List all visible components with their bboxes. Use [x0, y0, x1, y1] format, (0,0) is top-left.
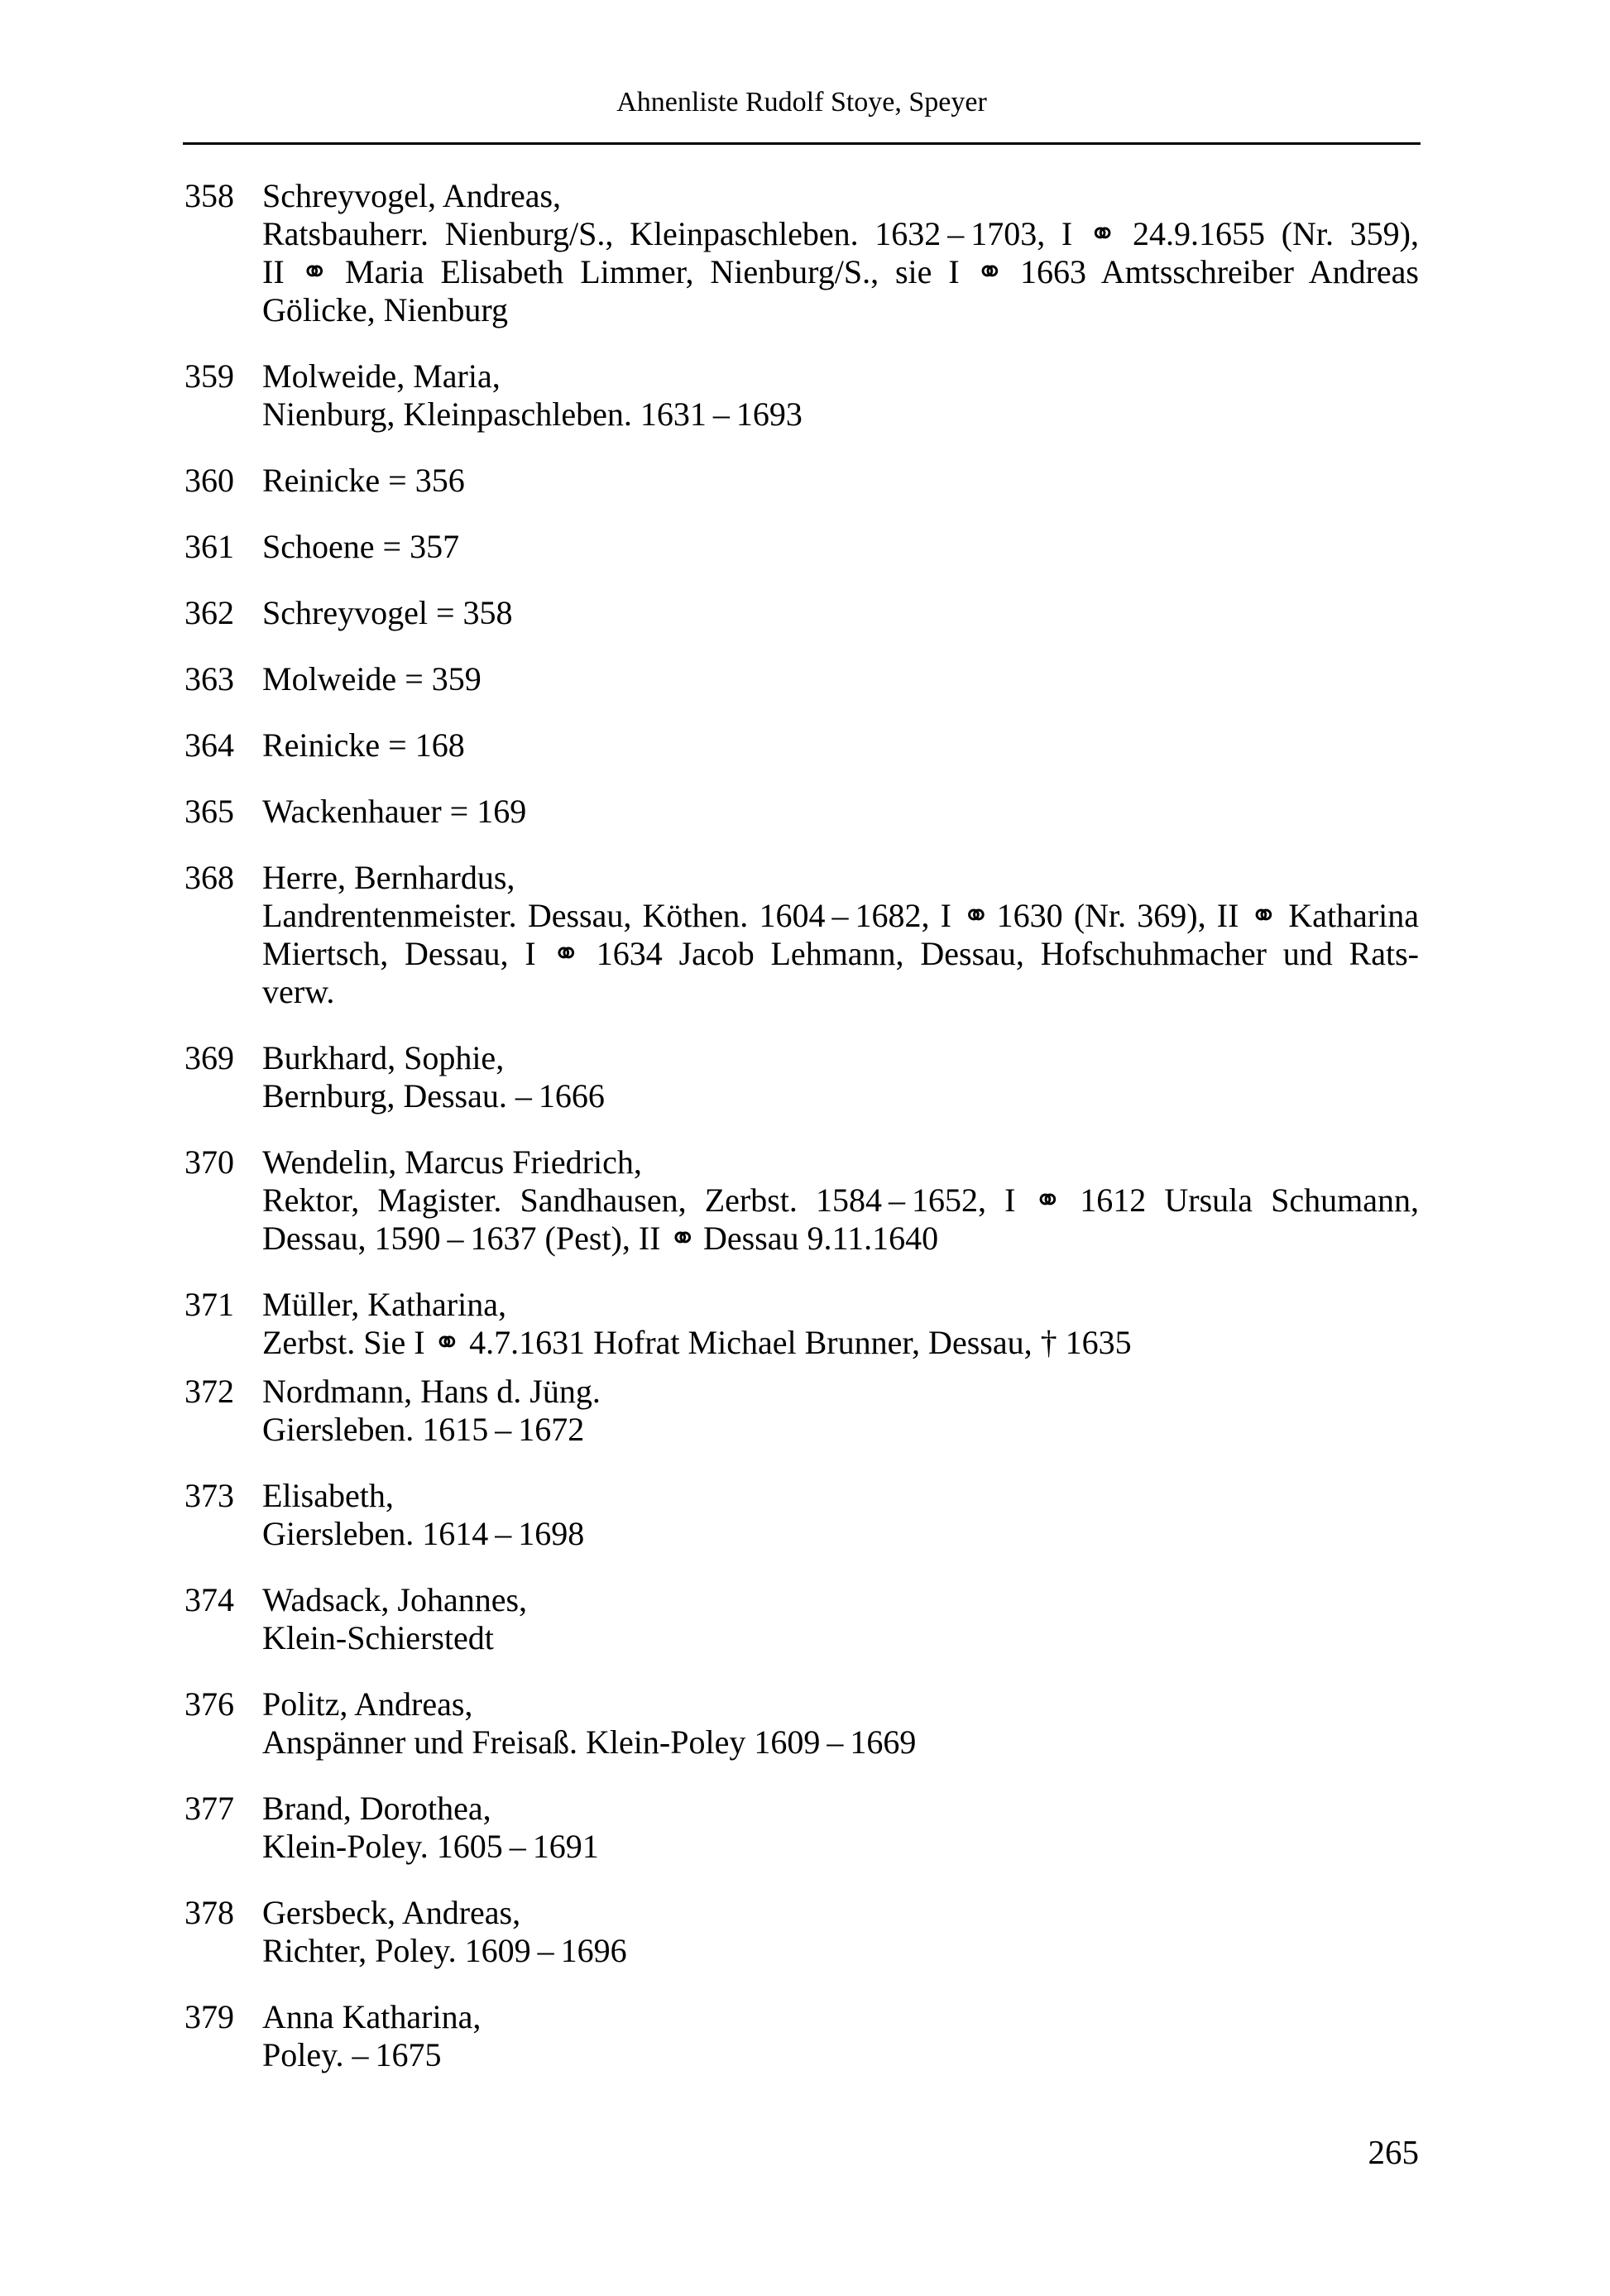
entry-name: Politz, Andreas, [262, 1685, 473, 1723]
entry-row [184, 594, 1419, 632]
entry-detail-line: Klein-Poley. 1605 – 1691 [262, 1828, 599, 1865]
entry-body [262, 1039, 1419, 1115]
entry-body [262, 1477, 1419, 1553]
entry-row [184, 1894, 1419, 1970]
entry-row [184, 660, 1419, 698]
entry-row [184, 726, 1419, 765]
entry-row [184, 1286, 1419, 1362]
entry-number: 372 [184, 1373, 234, 1410]
entry-name: Wackenhauer = 169 [262, 793, 527, 830]
entry-number: 362 [184, 594, 234, 631]
entry-body [262, 1581, 1419, 1657]
entry-body [262, 726, 1419, 765]
entry-body [262, 177, 1419, 329]
entry-row [184, 1790, 1419, 1866]
entry-detail-line: Rektor, Magister. Sandhausen, Zerbst. 1584 – 1652, I ⚭ 1612 Ursula Schumann, [262, 1182, 1419, 1219]
entry-number: 376 [184, 1685, 234, 1723]
entry-row [184, 859, 1419, 1011]
entry-name: Gersbeck, Andreas, [262, 1894, 521, 1931]
entry-name: Anna Katharina, [262, 1998, 482, 2035]
entry-number: 378 [184, 1894, 234, 1931]
entry-detail-line: Giersleben. 1615 – 1672 [262, 1411, 585, 1448]
entry-name: Reinicke = 168 [262, 726, 465, 764]
entry-body [262, 528, 1419, 566]
entry-detail-line: Dessau, 1590 – 1637 (Pest), II ⚭ Dessau 9.11.1640 [262, 1220, 939, 1257]
header-rule [183, 142, 1421, 145]
entry-row [184, 793, 1419, 831]
entry-number: 363 [184, 660, 234, 697]
entry-number: 364 [184, 726, 234, 764]
entry-name: Molweide = 359 [262, 660, 482, 697]
entry-row [184, 1143, 1419, 1258]
entry-name: Schoene = 357 [262, 528, 460, 565]
entry-detail-line: Bernburg, Dessau. – 1666 [262, 1077, 605, 1114]
entry-name: Brand, Dorothea, [262, 1790, 491, 1827]
entry-number: 358 [184, 177, 234, 214]
entry-body [262, 859, 1419, 1011]
entry-body [262, 1790, 1419, 1866]
entry-number: 368 [184, 859, 234, 896]
entry-detail-line: II ⚭ Maria Elisabeth Limmer, Nienburg/S., sie I ⚭ 1663 Amtsschreiber Andreas [262, 253, 1419, 290]
entry-number: 371 [184, 1286, 234, 1323]
entry-detail-line: Ratsbauherr. Nienburg/S., Kleinpaschleben. 1632 – 1703, I ⚭ 24.9.1655 (Nr. 359), [262, 215, 1419, 252]
entry-detail-line: verw. [262, 973, 335, 1010]
entry-body [262, 793, 1419, 831]
entry-name: Wendelin, Marcus Friedrich, [262, 1143, 642, 1181]
entry-name: Elisabeth, [262, 1477, 394, 1514]
entry-name: Reinicke = 356 [262, 462, 465, 499]
entry-body [262, 1143, 1419, 1258]
entry-body [262, 1685, 1419, 1762]
entry-name: Herre, Bernhardus, [262, 859, 515, 896]
entry-number: 379 [184, 1998, 234, 2035]
entry-body [262, 1998, 1419, 2074]
entry-body [262, 594, 1419, 632]
entry-name: Nordmann, Hans d. Jüng. [262, 1373, 601, 1410]
entry-body [262, 1894, 1419, 1970]
entry-detail-line: Miertsch, Dessau, I ⚭ 1634 Jacob Lehmann, Dessau, Hofschuhmacher und Rats- [262, 935, 1419, 972]
entry-row [184, 1685, 1419, 1762]
entry-name: Müller, Katharina, [262, 1286, 506, 1323]
entry-detail-line: Richter, Poley. 1609 – 1696 [262, 1932, 627, 1969]
entry-number: 365 [184, 793, 234, 830]
entry-number: 359 [184, 357, 234, 395]
entry-name: Schreyvogel, Andreas, [262, 177, 562, 214]
entry-row [184, 462, 1419, 500]
entry-number: 369 [184, 1039, 234, 1076]
entry-row [184, 357, 1419, 434]
entry-number: 377 [184, 1790, 234, 1827]
entry-row [184, 1039, 1419, 1115]
entry-number: 370 [184, 1143, 234, 1181]
entry-detail-line: Poley. – 1675 [262, 2036, 442, 2073]
entry-number: 360 [184, 462, 234, 499]
entry-detail-line: Nienburg, Kleinpaschleben. 1631 – 1693 [262, 395, 803, 433]
entry-number: 361 [184, 528, 234, 565]
entry-row [184, 1998, 1419, 2074]
entry-detail-line: Zerbst. Sie I ⚭ 4.7.1631 Hofrat Michael Brunner, Dessau, † 1635 [262, 1324, 1132, 1361]
entry-body [262, 660, 1419, 698]
entry-name: Schreyvogel = 358 [262, 594, 513, 631]
entry-detail-line: Klein-Schierstedt [262, 1619, 494, 1656]
entry-number: 373 [184, 1477, 234, 1514]
entry-body [262, 462, 1419, 500]
running-header-title: Ahnenliste Rudolf Stoye, Speyer [616, 87, 987, 117]
entry-number: 374 [184, 1581, 234, 1618]
entry-body [262, 1286, 1419, 1362]
entry-row [184, 1373, 1419, 1449]
entry-name: Wadsack, Johannes, [262, 1581, 528, 1618]
entry-row [184, 1477, 1419, 1553]
entry-body [262, 1373, 1419, 1449]
page-number: 265 [1368, 2133, 1419, 2171]
entry-detail-line: Anspänner und Freisaß. Klein-Poley 1609 – 1669 [262, 1723, 917, 1761]
entry-name: Burkhard, Sophie, [262, 1039, 505, 1076]
entry-name: Molweide, Maria, [262, 357, 501, 395]
entry-row [184, 1581, 1419, 1657]
entry-detail-line: Giersleben. 1614 – 1698 [262, 1515, 585, 1552]
entry-row [184, 177, 1419, 329]
entry-row [184, 528, 1419, 566]
entry-detail-line: Gölicke, Nienburg [262, 291, 508, 328]
entry-body [262, 357, 1419, 434]
ancestor-entry-list [184, 177, 1419, 2074]
entry-detail-line: Landrentenmeister. Dessau, Köthen. 1604 – 1682, I ⚭ 1630 (Nr. 369), II ⚭ Katharina [262, 897, 1419, 934]
